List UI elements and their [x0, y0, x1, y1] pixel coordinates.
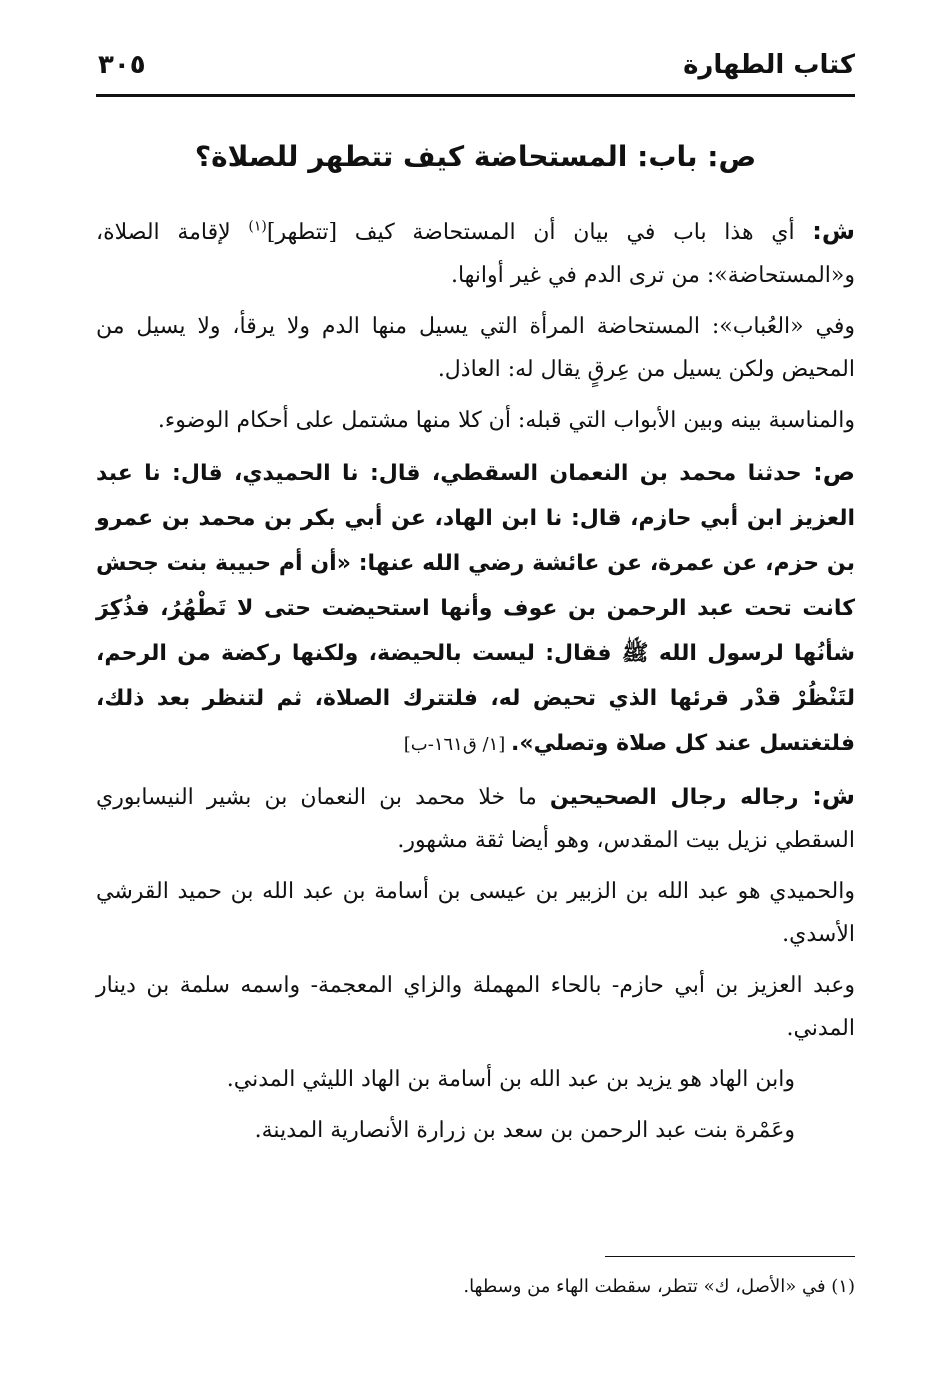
- footnote-reference: (١): [248, 218, 267, 235]
- relation-paragraph: والمناسبة بينه وبين الأبواب التي قبله: أن كلا منها مشتمل على أحكام الوضوء.: [157, 408, 855, 433]
- body-text: [96, 210, 855, 1160]
- commentary-marker: ش:: [812, 217, 855, 245]
- narrator-note: والحميدي هو عبد الله بن الزبير بن عيسى بن أسامة بن عبد الله بن حميد القرشي الأسدي.: [96, 879, 855, 947]
- paragraph-text: لإقامة الصلاة، و«المستحاضة»: من ترى الدم في غير أوانها.: [96, 220, 855, 288]
- commentary-marker: ش:: [812, 782, 856, 810]
- footnote-divider: [605, 1256, 855, 1257]
- narrator-note: وابن الهاد هو يزيد بن عبد الله بن أسامة بن الهاد الليثي المدني.: [226, 1067, 795, 1092]
- paragraph-text: أي هذا باب في بيان أن المستحاضة كيف [تتطهر]: [266, 220, 813, 245]
- chapter-heading: ص: باب: المستحاضة كيف تتطهر للصلاة؟: [194, 140, 757, 173]
- definition-paragraph: وفي «العُباب»: المستحاضة المرأة التي يسيل منها الدم ولا يرقأ، ولا يسيل من المحيض ولكن يسيل من عِرقٍ يقال له: العاذل.: [96, 314, 855, 382]
- book-title: كتاب الطهارة: [683, 50, 855, 80]
- page-number: ٣٠٥: [98, 50, 146, 80]
- running-header: [96, 42, 855, 97]
- hadith-text: حدثنا محمد بن النعمان السقطي، قال: نا الحميدي، قال: نا عبد العزيز ابن أبي حازم، قال: نا ابن الهاد، عن أبي بكر بن محمد بن عمرو بن حزم، عن عمرة، عن عائشة رضي الله عنها: «أن أم حبيبة بنت جحش كانت تحت عبد الرحمن بن عوف وأنها استحيضت حتى لا تَطْهُرُ، فذُكِرَ شأنُها لرسول الله ﷺ فقال: ليست بالحيضة، ولكنها ركضة من الرحم، لتَنْظُرْ قدْر قرئها الذي تحيض له، فلتترك الصلاة، ثم لتنظر بعد ذلك، فلتغتسل عند كل صلاة وتصلي».: [96, 461, 855, 756]
- hadith-paragraph: [96, 450, 855, 767]
- paragraph-text: ما خلا محمد بن النعمان بن بشير النيسابوري السقطي نزيل بيت المقدس، وهو أيضا ثقة مشهور.: [96, 785, 855, 853]
- narrator-note: وعبد العزيز بن أبي حازم- بالحاء المهملة والزاي المعجمة- واسمه سلمة بن دينار المدني.: [96, 973, 855, 1041]
- narrators-paragraph: [96, 775, 855, 862]
- text-marker: ص:: [813, 458, 855, 486]
- footnote: (١) في «الأصل، ك» تتطر، سقطت الهاء من وسطها.: [463, 1276, 855, 1297]
- commentary-paragraph: [96, 210, 855, 297]
- bold-phrase: رجاله رجال الصحيحين: [549, 785, 813, 810]
- manuscript-folio: [١/ ق١٦١-ب]: [403, 734, 512, 755]
- narrator-note: وعَمْرة بنت عبد الرحمن بن سعد بن زرارة الأنصارية المدينة.: [254, 1118, 795, 1143]
